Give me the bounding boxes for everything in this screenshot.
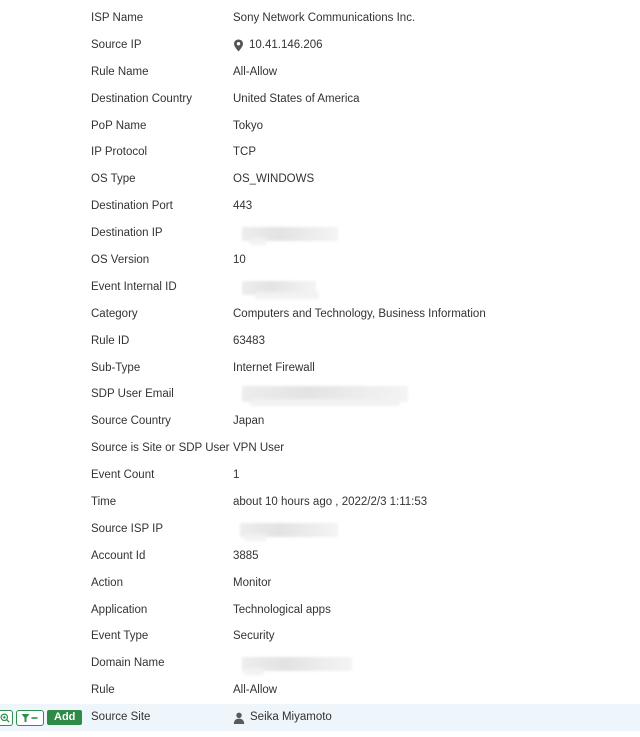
detail-row-event-type <box>0 623 640 650</box>
field-label: Event Internal ID <box>91 280 177 293</box>
redacted-value <box>250 399 400 406</box>
detail-row-source-site[interactable] <box>0 704 640 731</box>
field-label: Destination IP <box>91 227 163 240</box>
field-label: Action <box>91 576 123 589</box>
field-label: Rule <box>91 684 115 697</box>
detail-row-time <box>0 489 640 516</box>
row-actions <box>0 704 82 731</box>
field-value: 3885 <box>233 549 259 562</box>
detail-row-application <box>0 597 640 624</box>
add-filter-button[interactable]: Add <box>47 710 82 725</box>
redacted-value <box>244 668 264 675</box>
location-pin-icon <box>233 39 244 52</box>
field-label: Domain Name <box>91 657 165 670</box>
detail-row-sub-type <box>0 355 640 382</box>
field-label: Sub-Type <box>91 361 141 374</box>
field-label: Source Site <box>91 711 151 724</box>
field-label: Application <box>91 603 148 616</box>
detail-row-event-internal-id <box>0 274 640 301</box>
field-value: 63483 <box>233 334 265 347</box>
field-value: TCP <box>233 146 256 159</box>
detail-row-category <box>0 301 640 328</box>
field-label: ISP Name <box>91 12 144 24</box>
field-value: Computers and Technology, Business Information <box>233 307 486 320</box>
detail-row-source-country <box>0 408 640 435</box>
field-label: Time <box>91 496 117 509</box>
field-label: Rule ID <box>91 334 130 347</box>
event-details-list <box>0 5 640 731</box>
redacted-value <box>255 292 319 299</box>
detail-row-event-count <box>0 462 640 489</box>
user-icon <box>233 712 245 724</box>
field-value: Seika Miyamoto <box>233 704 332 731</box>
field-label: IP Protocol <box>91 146 148 159</box>
detail-row-destination-ip <box>0 220 640 247</box>
field-value: about 10 hours ago , 2022/2/3 1:11:53 <box>233 496 428 509</box>
field-value: Internet Firewall <box>233 361 315 374</box>
zoom-in-icon <box>0 713 10 723</box>
filter-out-button[interactable] <box>16 710 44 726</box>
filter-minus-icon <box>21 713 39 723</box>
field-value: All-Allow <box>233 65 278 78</box>
field-value: 10 <box>233 254 246 267</box>
field-label: Source IP <box>91 38 142 51</box>
detail-row-os-type <box>0 166 640 193</box>
detail-row-destination-port <box>0 193 640 220</box>
field-label: Destination Country <box>91 92 192 105</box>
field-value: 1 <box>233 469 240 482</box>
detail-row-rule-id <box>0 328 640 355</box>
field-label: OS Type <box>91 173 136 186</box>
field-label: Source ISP IP <box>91 522 164 535</box>
field-value: Security <box>233 630 275 643</box>
redacted-value <box>244 534 266 541</box>
field-value: OS_WINDOWS <box>233 173 315 186</box>
field-label: SDP User Email <box>91 388 174 401</box>
field-value: Technological apps <box>233 603 331 616</box>
field-value: VPN User <box>233 442 285 455</box>
field-label: PoP Name <box>91 119 147 132</box>
field-value: Sony Network Communications Inc. <box>233 12 416 24</box>
detail-row-os-version <box>0 247 640 274</box>
detail-row-ip-protocol <box>0 139 640 166</box>
field-value: Japan <box>233 415 265 428</box>
field-value: United States of America <box>233 92 360 105</box>
field-label: Source is Site or SDP User <box>91 442 230 455</box>
detail-row-isp-name <box>0 5 640 32</box>
detail-row-pop-name <box>0 113 640 140</box>
detail-row-sdp-user-email <box>0 381 640 408</box>
detail-row-rule-name <box>0 59 640 86</box>
field-label: Event Type <box>91 630 149 643</box>
field-label: Account Id <box>91 549 146 562</box>
field-label: Rule Name <box>91 65 149 78</box>
detail-row-rule <box>0 677 640 704</box>
field-value: Monitor <box>233 576 272 589</box>
field-label: OS Version <box>91 254 150 267</box>
field-label: Destination Port <box>91 200 173 213</box>
detail-row-source-is-site-or-sdp-user <box>0 435 640 462</box>
field-label: Source Country <box>91 415 171 428</box>
field-label: Event Count <box>91 469 155 482</box>
field-label: Category <box>91 307 138 320</box>
detail-row-action <box>0 570 640 597</box>
detail-row-source-isp-ip <box>0 516 640 543</box>
detail-row-source-ip <box>0 32 640 59</box>
zoom-in-button[interactable] <box>0 710 13 726</box>
redacted-value <box>250 238 266 245</box>
field-value: All-Allow <box>233 684 278 697</box>
detail-row-domain-name <box>0 650 640 677</box>
detail-row-destination-country <box>0 86 640 113</box>
field-value: 443 <box>233 200 253 213</box>
detail-row-account-id <box>0 543 640 570</box>
field-value: Tokyo <box>233 119 264 132</box>
field-value: 10.41.146.206 <box>233 32 323 59</box>
